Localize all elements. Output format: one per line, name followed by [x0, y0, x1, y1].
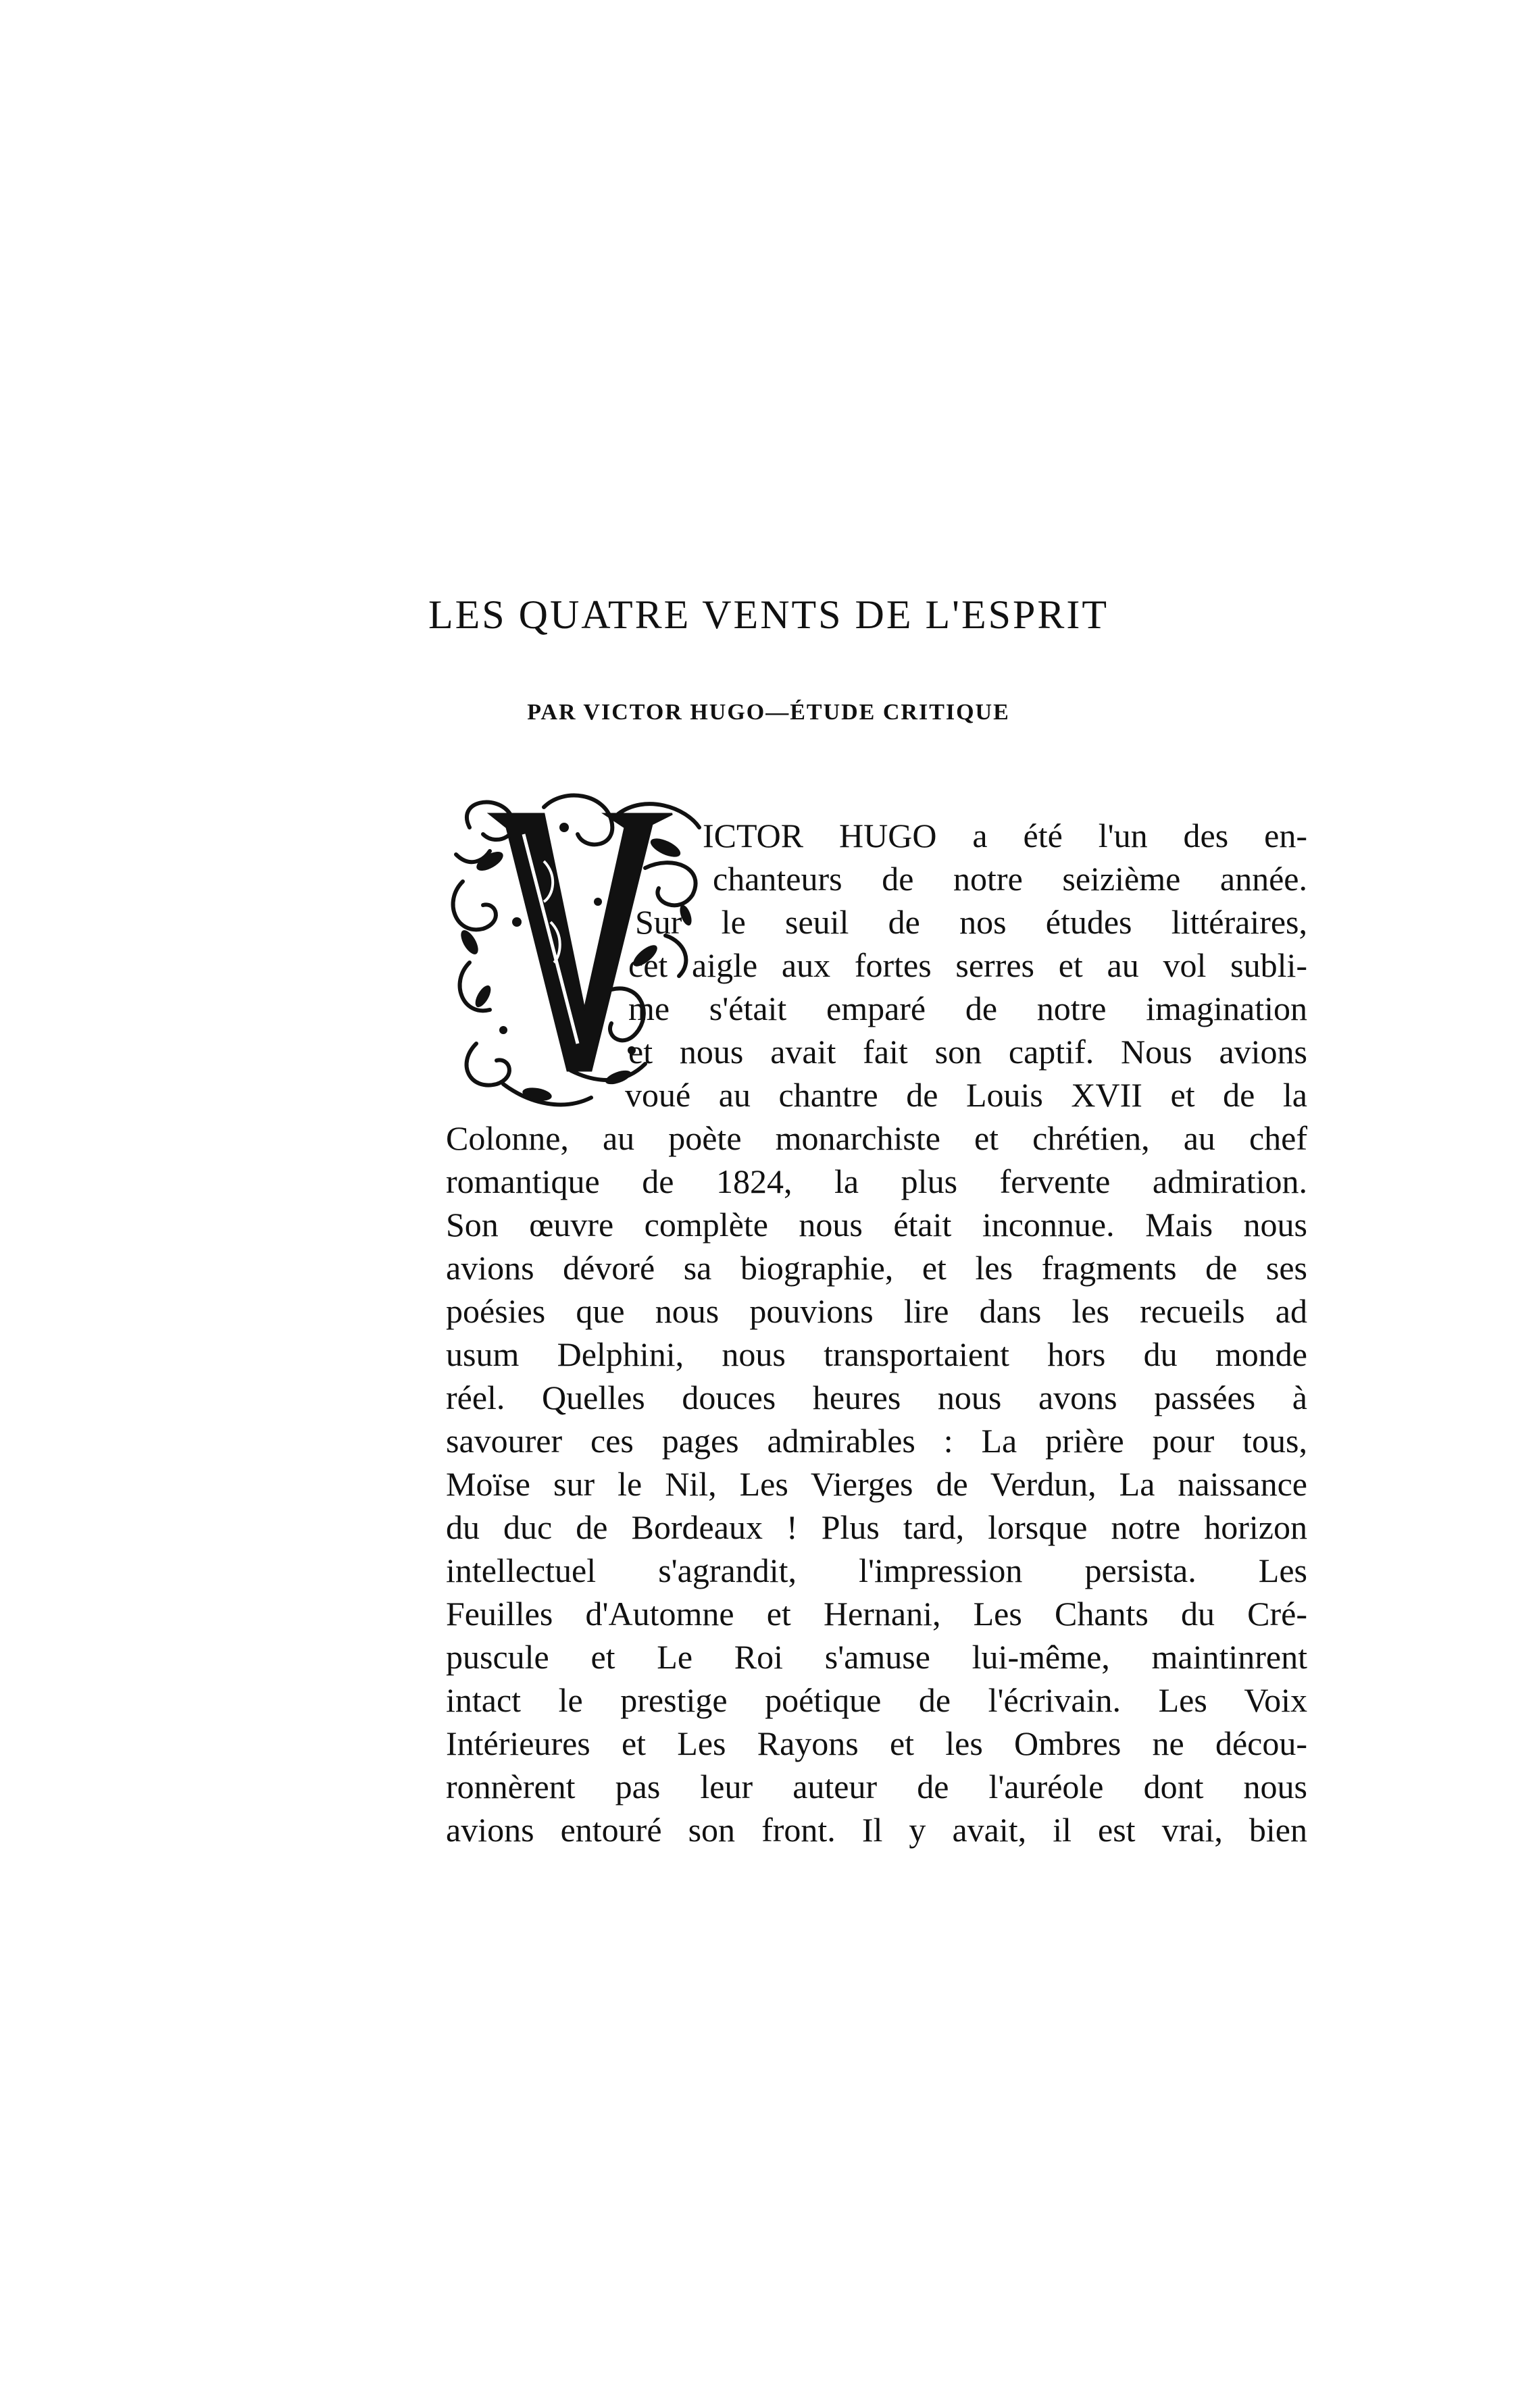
text-line: poésies que nous pouvions lire dans les recueils ad: [446, 1292, 1307, 1330]
text-line: intellectuel s'agrandit, l'impression persista. Les: [446, 1552, 1307, 1589]
text-line: intact le prestige poétique de l'écrivain. Les Voix: [446, 1681, 1307, 1719]
text-line: Colonne, au poète monarchiste et chrétien, au chef: [446, 1119, 1307, 1157]
text-line: savourer ces pages admirables : La prière pour tous,: [446, 1422, 1307, 1460]
text-line: avions dévoré sa biographie, et les fragments de ses: [446, 1249, 1307, 1287]
text-line: romantique de 1824, la plus fervente admiration.: [446, 1162, 1307, 1200]
chapter-subtitle: PAR VICTOR HUGO—ÉTUDE CRITIQUE: [527, 700, 1010, 725]
text-line: puscule et Le Roi s'amuse lui-même, maintinrent: [446, 1638, 1307, 1676]
text-line: Son œuvre complète nous était inconnue. Mais nous: [446, 1206, 1307, 1244]
text-line: voué au chantre de Louis XVII et de la: [625, 1076, 1307, 1114]
chapter-title: LES QUATRE VENTS DE L'ESPRIT: [428, 592, 1109, 637]
text-line: et nous avait fait son captif. Nous avions: [628, 1033, 1307, 1071]
text-line: usum Delphini, nous transportaient hors du monde: [446, 1335, 1307, 1373]
text-line: Moïse sur le Nil, Les Vierges de Verdun, La naissance: [446, 1465, 1307, 1503]
text-line: ronnèrent pas leur auteur de l'auréole dont nous: [446, 1768, 1307, 1805]
text-line: me s'était emparé de notre imagination: [628, 990, 1307, 1027]
text-line: réel. Quelles douces heures nous avons passées à: [446, 1379, 1307, 1416]
text-line: ICTOR HUGO a été l'un des en-: [703, 817, 1307, 854]
text-line: Sur le seuil de nos études littéraires,: [635, 903, 1307, 941]
text-line: avions entouré son front. Il y avait, il est vrai, bien: [446, 1811, 1307, 1849]
text-line: chanteurs de notre seizième année.: [713, 860, 1307, 898]
text-line: cet aigle aux fortes serres et au vol subli-: [628, 946, 1307, 984]
text-line: du duc de Bordeaux ! Plus tard, lorsque notre horizon: [446, 1508, 1307, 1546]
text-line: Intérieures et Les Rayons et les Ombres ne décou-: [446, 1724, 1307, 1762]
text-line: Feuilles d'Automne et Hernani, Les Chants du Cré-: [446, 1595, 1307, 1633]
